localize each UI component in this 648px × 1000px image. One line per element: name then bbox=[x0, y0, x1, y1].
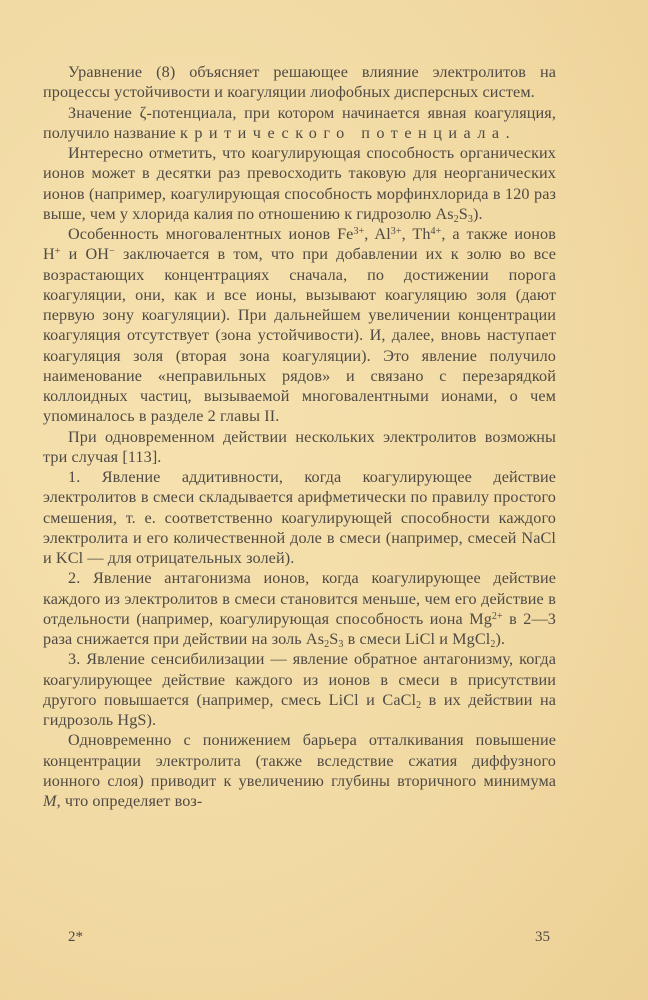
paragraph: Особенность многовалентных ионов $Fe^{3+}$, $Al^{3+}$, $Th^{4+}$, а также ионов H+ и OH− заключается в том, что при добавлении их к золю во все возрастающих концентрациях сначала, по достижении порога коагуляции, они, как и все ионы, вызывают коагуляцию золя (дают первую зону коагуляции). При дальнейшем увеличении концентрации коагуляция отсутствует (зона устойчивости). И, далее, вновь наступает коагуляция золя (вторая зона коагуляции). Это явление получило наименование «неправильных рядов» и связано с перезарядкой коллоидных частиц, вызываемой многовалентными ионами, о чем упоминалось в разделе 2 главы II. bbox=[43, 225, 556, 426]
paragraph: 1. Явление аддитивности, когда коагулирующее действие электролитов в смеси складывается арифметически по правилу простого смешения, т. е. соответственно коагулирующей способности каждого электролита и его количественной доле в смеси (например, смесей NaCl и KCl — для отрицательных золей). bbox=[43, 468, 556, 567]
paragraph: Уравнение (8) объясняет решающее влияние электролитов на процессы устойчивости и коагуляции лиофобных дисперсных систем. bbox=[43, 63, 556, 102]
emphasized-term: критического потенциала bbox=[179, 123, 506, 142]
paragraph: Одновременно с понижением барьера отталкивания повышение концентрации электролита (также вследствие сжатия диффузного ионного слоя) приводит к увеличению глубины вторичного минимума M, что определяет воз- bbox=[43, 731, 556, 810]
page-body bbox=[43, 62, 556, 811]
paragraph: Значение ζ-потенциала, при котором начинается явная коагуляция, получило название критического потенциала. bbox=[43, 103, 556, 142]
paragraph: 2. Явление антагонизма ионов, когда коагулирующее действие каждого из электролитов в смеси становится меньше, чем его действие в отдельности (например, коагулирующая способность иона $Mg^{2+}$ в 2—3 раза снижается при действии на золь $As_2S_3$ в смеси LiCl и MgCl$_2$). bbox=[43, 569, 556, 650]
paragraph: Интересно отметить, что коагулирующая способность органических ионов может в десятки раз превосходить таковую для неорганических ионов (например, коагулирующая способность морфинхлорида в 120 раз выше, чем у хлорида калия по отношению к гидрозолю $As_2S_3$). bbox=[43, 144, 556, 225]
paragraph: При одновременном действии нескольких электролитов возможны три случая [113]. bbox=[43, 427, 556, 466]
page-number: 35 bbox=[535, 929, 550, 945]
paragraph: 3. Явление сенсибилизации — явление обратное антагонизму, когда коагулирующее действие каждого из ионов в смеси в присутствии другого повышается (например, смесь LiCl и CaCl$_2$ в их действии на гидрозоль HgS). bbox=[43, 650, 556, 729]
signature-mark: 2* bbox=[68, 929, 83, 945]
